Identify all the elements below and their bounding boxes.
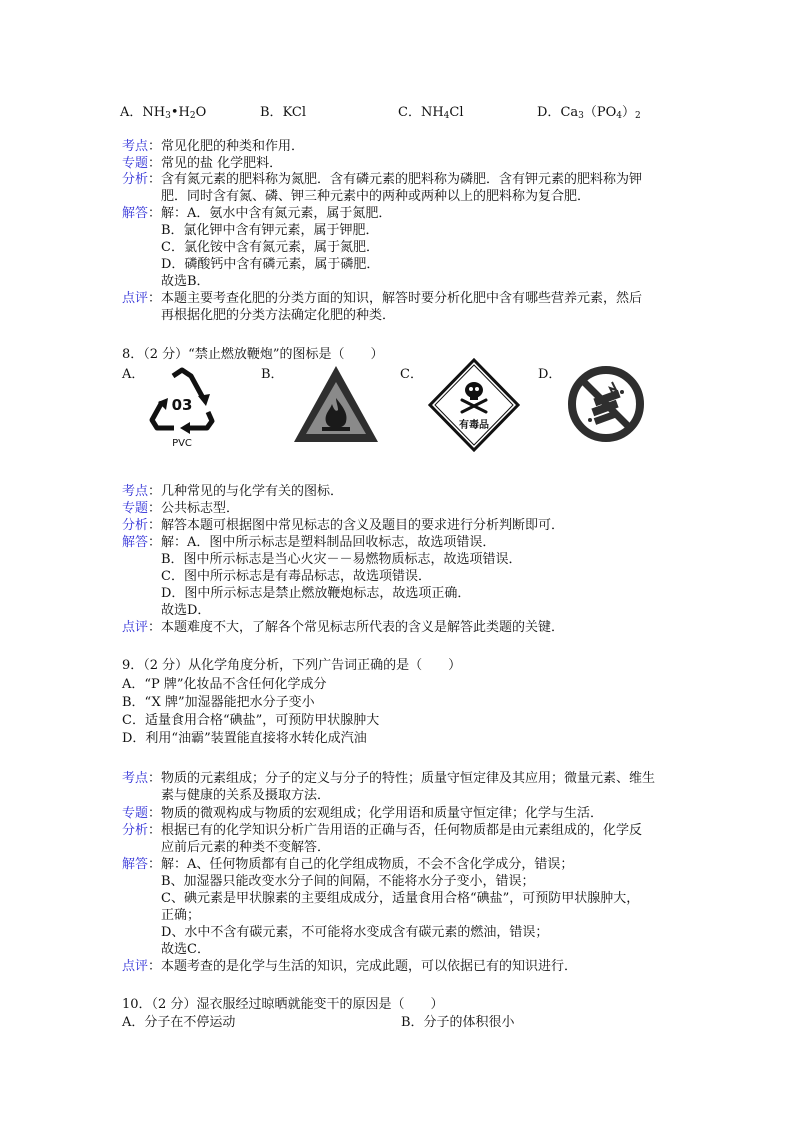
q9-option-b: B．“X 牌”加湿器能把水分子变小	[122, 695, 315, 710]
q8-stem: 8．（2 分）“禁止燃放鞭炮”的图标是（ ）	[122, 347, 384, 362]
q8-zhuanti: 专题：公共标志型．	[122, 501, 240, 516]
toxic-substance-icon	[428, 358, 520, 452]
no-firecrackers-icon	[566, 364, 646, 444]
pvc-recycling-icon	[144, 364, 220, 450]
q7-dianping: 点评：本题主要考查化肥的分类方面的知识，解答时要分析化肥中含有哪些营养元素，然后	[122, 291, 643, 306]
q7-dianping-cont: 再根据化肥的分类方法确定化肥的种类．	[161, 308, 396, 323]
q9-fenxi-cont: 应前后元素的种类不变解答．	[161, 840, 331, 855]
q9-answer: 故选C．	[161, 942, 210, 957]
q7-jieda-b: B．氯化钾中含有钾元素，属于钾肥．	[161, 223, 379, 238]
flammable-warning-icon	[292, 364, 380, 444]
q9-option-d: D．利用“油霸”装置能直接将水转化成汽油	[122, 731, 367, 746]
q10-option-b: B．分子的体积很小	[401, 1015, 515, 1030]
q9-fenxi: 分析：根据已有的化学知识分析广告用语的正确与否，任何物质都是由元素组成的，化学反	[122, 823, 643, 838]
q8-dianping: 点评：本题难度不大，了解各个常见标志所代表的含义是解答此类题的关键．	[122, 620, 565, 635]
q9-jieda-d: D、水中不含有碳元素，不可能将水变成含有碳元素的燃油，错误；	[161, 925, 549, 940]
q9-jieda-c-cont: 正确；	[161, 908, 201, 923]
q7-option-d: D．$Ca_3(PO_4)_2$	[537, 105, 641, 121]
q8-kaodian: 考点：几种常见的与化学有关的图标．	[122, 484, 344, 499]
q8-option-c-letter: C．	[400, 367, 423, 382]
q9-option-c: C．适量食用合格“碘盐”，可预防甲状腺肿大	[122, 713, 380, 728]
q10-stem: 10．（2 分）湿衣服经过晾晒就能变干的原因是（ ）	[122, 997, 444, 1012]
q9-jieda: 解答：解：A、任何物质都有自己的化学组成物质，不会不含化学成分，错误；	[122, 857, 574, 872]
q7-fenxi-cont: 肥．同时含有氮、磷、钾三种元素中的两种或两种以上的肥料称为复合肥．	[161, 189, 591, 204]
q7-option-b: B．KCl	[260, 105, 307, 120]
q7-jieda: 解答：解：A．氨水中含有氮元素，属于氮肥．	[122, 206, 392, 221]
q8-option-d-letter: D．	[538, 367, 562, 382]
q8-jieda-c: C．图中所示标志是有毒品标志，故选项错误．	[161, 569, 431, 584]
q9-kaodian-cont: 素与健康的关系及摄取方法．	[161, 788, 331, 803]
q8-option-b-letter: B．	[261, 367, 284, 382]
svg-text:PVC: PVC	[172, 438, 192, 449]
q8-option-a-letter: A．	[122, 367, 145, 382]
q9-jieda-c: C、碘元素是甲状腺素的主要组成成分，适量食用合格“碘盐”，可预防甲状腺肿大，	[161, 891, 640, 906]
q8-fenxi: 分析：解答本题可根据图中常见标志的含义及题目的要求进行分析判断即可．	[122, 518, 565, 533]
q8-jieda-b: B．图中所示标志是当心火灾－－易燃物质标志，故选项错误．	[161, 552, 522, 567]
svg-text:03: 03	[171, 396, 193, 414]
q7-zhuanti: 专题：常见的盐 化学肥料．	[122, 156, 283, 171]
q9-jieda-b: B、加湿器只能改变水分子间的间隔，不能将水分子变小，错误；	[161, 874, 535, 889]
q9-dianping: 点评：本题考查的是化学与生活的知识，完成此题，可以依据已有的知识进行．	[122, 959, 578, 974]
svg-text:有毒品: 有毒品	[459, 420, 489, 431]
q7-option-c: C．$NH_4Cl$	[398, 105, 464, 121]
q9-option-a: A．“P 牌”化妆品不含任何化学成分	[122, 677, 327, 692]
q10-option-a: A．分子在不停运动	[122, 1015, 236, 1030]
q9-zhuanti: 专题：物质的微观构成与物质的宏观组成；化学用语和质量守恒定律；化学与生活．	[122, 806, 604, 821]
q7-answer: 故选B．	[161, 274, 210, 289]
q7-option-a: A．$NH_3•H_2O$	[120, 105, 207, 121]
q7-jieda-d: D．磷酸钙中含有磷元素，属于磷肥．	[161, 257, 380, 272]
q7-fenxi: 分析：含有氮元素的肥料称为氮肥．含有磷元素的肥料称为磷肥．含有钾元素的肥料称为钾	[122, 172, 643, 187]
q8-answer: 故选D．	[161, 603, 211, 618]
q8-jieda-d: D．图中所示标志是禁止燃放鞭炮标志，故选项正确．	[161, 586, 471, 601]
q9-stem: 9．（2 分）从化学角度分析，下列广告词正确的是（ ）	[122, 658, 462, 673]
q7-jieda-c: C．氯化铵中含有氮元素，属于氮肥．	[161, 240, 379, 255]
q7-kaodian: 考点：常见化肥的种类和作用．	[122, 139, 305, 154]
q8-jieda: 解答：解：A．图中所示标志是塑料制品回收标志，故选项错误．	[122, 535, 496, 550]
q9-kaodian: 考点：物质的元素组成；分子的定义与分子的特性；质量守恒定律及其应用；微量元素、维生	[122, 771, 656, 786]
